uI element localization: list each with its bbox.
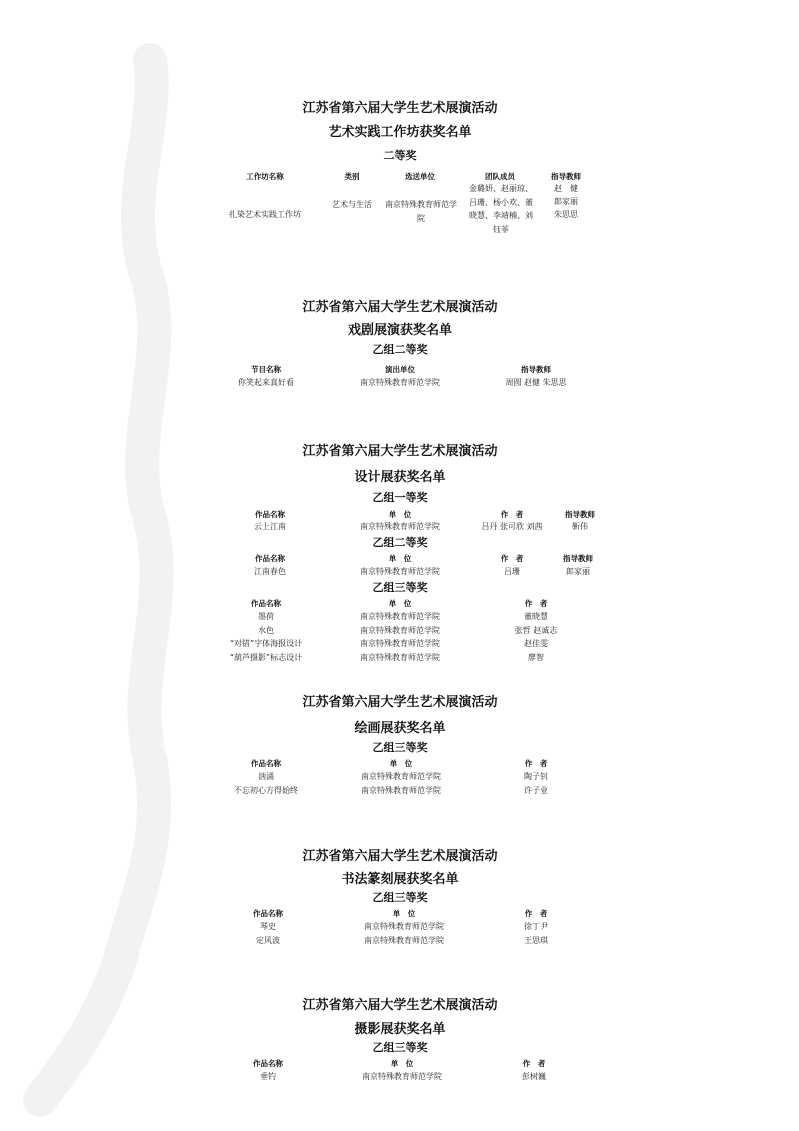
calligraphy-work: 定风波 bbox=[256, 936, 280, 945]
photography-header-author: 作 者 bbox=[522, 1059, 546, 1068]
drama-unit: 南京特殊教育师范学院 bbox=[360, 378, 440, 387]
workshop-header-members: 团队成员 bbox=[485, 172, 515, 181]
design-first-author: 吕丹 张可欣 刘茜 bbox=[481, 522, 543, 531]
photography-section-title: 江苏省第六届大学生艺术展演活动 bbox=[302, 998, 498, 1013]
painting-header-unit: 单 位 bbox=[389, 759, 413, 768]
workshop-subtitle: 艺术实践工作坊获奖名单 bbox=[328, 125, 472, 140]
drama-header-program: 节目名称 bbox=[251, 365, 281, 374]
drama-teachers: 周圆 赵健 朱思思 bbox=[505, 378, 567, 387]
drama-prize: 乙组二等奖 bbox=[372, 343, 428, 356]
calligraphy-header-author: 作 者 bbox=[524, 909, 548, 918]
workshop-teacher-1: 赵 健 bbox=[554, 184, 578, 193]
design-first-work: 云上江南 bbox=[254, 522, 286, 531]
design-third-unit: 南京特殊教育师范学院 bbox=[360, 612, 440, 621]
painting-author: 许子业 bbox=[524, 786, 548, 795]
drama-section-title: 江苏省第六届大学生艺术展演活动 bbox=[302, 300, 498, 315]
workshop-header-category: 类别 bbox=[344, 172, 360, 181]
calligraphy-author: 王思琪 bbox=[524, 936, 548, 945]
painting-unit: 南京特殊教育师范学院 bbox=[361, 772, 441, 781]
calligraphy-prize: 乙组三等奖 bbox=[372, 891, 428, 904]
photography-work: 垂钓 bbox=[260, 1072, 276, 1081]
painting-work: 汹涌 bbox=[258, 772, 274, 781]
design-section-title: 江苏省第六届大学生艺术展演活动 bbox=[302, 444, 498, 459]
calligraphy-header-unit: 单 位 bbox=[392, 909, 416, 918]
design-third-unit: 南京特殊教育师范学院 bbox=[360, 653, 440, 662]
design-third-author: 张哲 赵诚志 bbox=[514, 626, 558, 635]
design-third-work: 墨荷 bbox=[258, 612, 274, 621]
design-first-teacher: 靳伟 bbox=[572, 522, 588, 531]
photography-unit: 南京特殊教育师范学院 bbox=[362, 1072, 442, 1081]
calligraphy-header-name: 作品名称 bbox=[253, 909, 283, 918]
calligraphy-author: 徐丁尹 bbox=[524, 922, 548, 931]
design-third-author: 赵佳雯 bbox=[524, 639, 548, 648]
design-second-unit: 南京特殊教育师范学院 bbox=[360, 567, 440, 576]
drama-program: 你笑起来真好看 bbox=[238, 378, 294, 387]
photography-prize: 乙组三等奖 bbox=[372, 1041, 428, 1054]
design-first-header-name: 作品名称 bbox=[255, 510, 285, 519]
design-second-header-unit: 单 位 bbox=[388, 554, 412, 563]
painting-work: 不忘初心方得始终 bbox=[234, 786, 298, 795]
workshop-teacher-2: 郎家丽 bbox=[554, 197, 578, 206]
design-second-header-name: 作品名称 bbox=[255, 554, 285, 563]
workshop-header-unit: 选送单位 bbox=[405, 172, 435, 181]
design-third-header-name: 作品名称 bbox=[251, 599, 281, 608]
painting-section-title: 江苏省第六届大学生艺术展演活动 bbox=[302, 695, 498, 710]
calligraphy-work: 琴史 bbox=[260, 922, 276, 931]
workshop-prize: 二等奖 bbox=[383, 149, 417, 162]
workshop-header-name: 工作坊名称 bbox=[246, 172, 284, 181]
painting-prize: 乙组三等奖 bbox=[372, 741, 428, 754]
design-third-unit: 南京特殊教育师范学院 bbox=[360, 626, 440, 635]
design-first-header-author: 作 者 bbox=[500, 510, 524, 519]
design-prize-first: 乙组一等奖 bbox=[372, 491, 428, 504]
photography-header-name: 作品名称 bbox=[253, 1059, 283, 1068]
design-prize-third: 乙组三等奖 bbox=[372, 581, 428, 594]
workshop-name: 扎染艺术实践工作坊 bbox=[229, 210, 301, 219]
workshop-unit: 南京特殊教育师范学院 bbox=[385, 200, 457, 223]
design-third-unit: 南京特殊教育师范学院 bbox=[360, 639, 440, 648]
design-subtitle: 设计展获奖名单 bbox=[354, 470, 446, 485]
calligraphy-unit: 南京特殊教育师范学院 bbox=[364, 922, 444, 931]
painting-subtitle: 绘画展获奖名单 bbox=[354, 721, 446, 736]
design-third-author: 董晓慧 bbox=[524, 612, 548, 621]
design-third-work: 水色 bbox=[258, 626, 274, 635]
drama-header-teachers: 指导教师 bbox=[521, 365, 551, 374]
design-second-author: 吕珊 bbox=[504, 567, 520, 576]
design-first-header-unit: 单 位 bbox=[388, 510, 412, 519]
painting-author: 陶子钊 bbox=[524, 772, 548, 781]
design-second-work: 江南春色 bbox=[254, 567, 286, 576]
design-third-author: 廖智 bbox=[528, 653, 544, 662]
painting-unit: 南京特殊教育师范学院 bbox=[361, 786, 441, 795]
design-third-work: “对错”字体海报设计 bbox=[229, 639, 303, 648]
painting-header-name: 作品名称 bbox=[251, 759, 281, 768]
calligraphy-subtitle: 书法篆刻展获奖名单 bbox=[341, 872, 459, 887]
calligraphy-section-title: 江苏省第六届大学生艺术展演活动 bbox=[302, 849, 498, 864]
workshop-category: 艺术与生活 bbox=[332, 200, 372, 209]
design-third-header-unit: 单 位 bbox=[388, 599, 412, 608]
design-first-unit: 南京特殊教育师范学院 bbox=[360, 522, 440, 531]
workshop-members: 金璐妍、赵丽琼、吕珊、杨小欢、董晓慧、李靖楠、刘钰菲 bbox=[469, 184, 533, 234]
photography-author: 彭树巍 bbox=[522, 1072, 546, 1081]
design-second-header-author: 作 者 bbox=[500, 554, 524, 563]
design-prize-second: 乙组二等奖 bbox=[372, 536, 428, 549]
design-second-header-teacher: 指导教师 bbox=[563, 554, 593, 563]
design-first-header-teacher: 指导教师 bbox=[565, 510, 595, 519]
calligraphy-unit: 南京特殊教育师范学院 bbox=[364, 936, 444, 945]
workshop-teacher-3: 朱思思 bbox=[554, 210, 578, 219]
photography-header-unit: 单 位 bbox=[390, 1059, 414, 1068]
design-third-header-author: 作 者 bbox=[524, 599, 548, 608]
drama-header-unit: 演出单位 bbox=[385, 365, 415, 374]
photography-subtitle: 摄影展获奖名单 bbox=[354, 1022, 446, 1037]
workshop-header-teachers: 指导教师 bbox=[551, 172, 581, 181]
workshop-section-title: 江苏省第六届大学生艺术展演活动 bbox=[302, 101, 498, 116]
design-third-work: “葫芦摄影”标志设计 bbox=[229, 653, 303, 662]
drama-subtitle: 戏剧展演获奖名单 bbox=[347, 323, 453, 338]
painting-header-author: 作 者 bbox=[524, 759, 548, 768]
design-second-teacher: 郎家丽 bbox=[566, 567, 590, 576]
